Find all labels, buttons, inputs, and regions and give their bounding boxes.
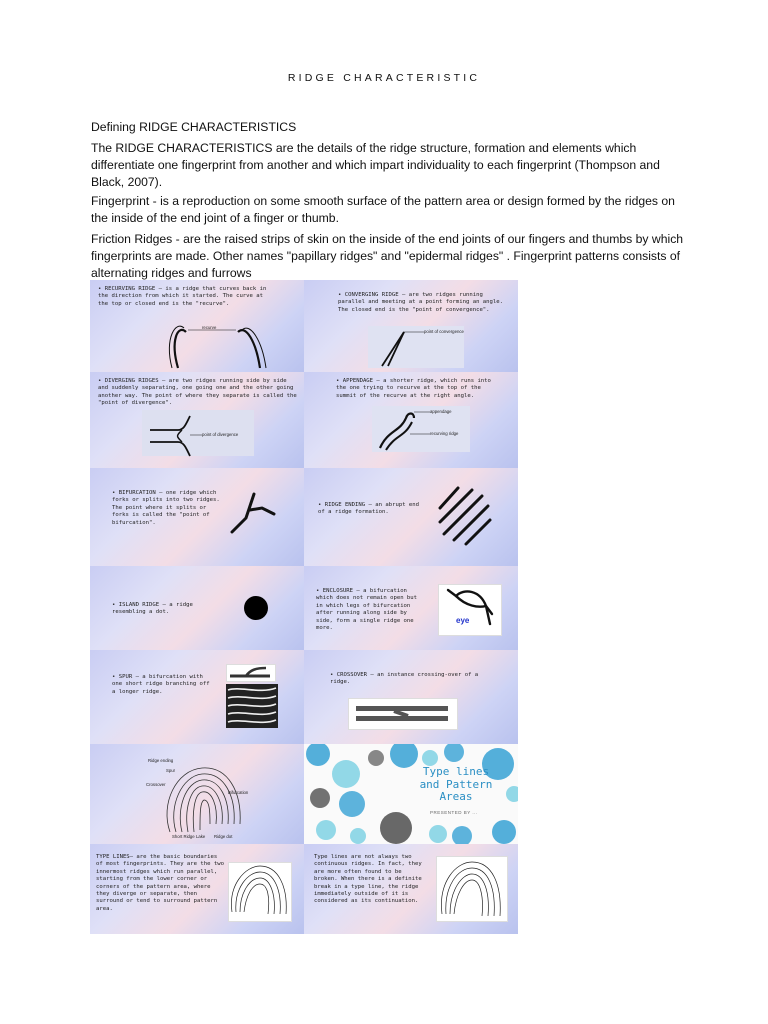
label-ridge-ending: Ridge ending [148, 758, 174, 763]
slide-recurving-ridge [90, 280, 304, 372]
bifurcation-illustration [90, 468, 304, 566]
slide-island-ridge [90, 566, 304, 650]
slide-text: • CROSSOVER – an instance crossing-over of a ridge. [330, 672, 479, 686]
appendage-illustration [304, 372, 518, 468]
slide-text: • SPUR – a bifurcation with one short ridge branching off a longer ridge. [112, 674, 210, 695]
slide-text: • CONVERGING RIDGE – are two ridges running parallel and meeting at a point forming an angle. The closed end is the "point of convergence". [338, 292, 504, 313]
paragraph-definition: The RIDGE CHARACTERISTICS are the details of the ridge structure, formation and elements which differentiate one fingerprint from another and which impart individuality to each fingerprint (Thompson and Black, 2007). [91, 141, 660, 189]
slide-text: • DIVERGING RIDGES – are two ridges running side by side and suddenly separating, one going one and the other going another way. The point of where they separate is called the "point of divergence". [98, 378, 297, 407]
recurve-illustration [90, 280, 304, 372]
slide-text: • APPENDAGE – a shorter ridge, which runs into the one trying to recurve at the top of the summit of the recurve at the right angle. [336, 378, 491, 399]
converging-illustration [304, 280, 518, 372]
type-lines-illustration-2 [304, 844, 518, 934]
slide-appendage [304, 372, 518, 468]
slide-text: TYPE LINES– are the basic boundaries of most fingerprints. They are the two innermost ridges which run parallel, starting from the lower corner or corners of the pattern area, where they diverge or separate, then surround or tend to surround pattern area. [96, 854, 224, 912]
slide-text: • RIDGE ENDING – an abrupt end of a ridge formation. [318, 502, 420, 516]
slide-crossover [304, 650, 518, 744]
paragraph-fingerprint: Fingerprint - is a reproduction on some smooth surface of the pattern area or design formed by the ridges on the inside of the end joint of a finger or thumb. [91, 194, 675, 225]
type-lines-caption: PRESENTED BY ... [430, 810, 478, 815]
slide-diverging-ridges [90, 372, 304, 468]
slide-type-lines-1 [90, 844, 304, 934]
slides-grid [90, 280, 518, 934]
slide-converging-ridge [304, 280, 518, 372]
label-short-ridge: Short Ridge [172, 834, 195, 839]
crossover-illustration [304, 650, 518, 744]
slide-ridge-ending [304, 468, 518, 566]
slide-ridge-diagram [90, 744, 304, 844]
slide-text: Type lines are not always two continuous ridges. In fact, they are more often found to be broken. When there is a definite break in a type line, the ridge immediately outside of it is considered as its continuation. [314, 854, 422, 905]
slide-type-lines-title [304, 744, 518, 844]
eye-label: eye [456, 616, 470, 625]
slide-enclosure [304, 566, 518, 650]
recurving-ridge-label: recurving ridge [430, 431, 459, 436]
slide-spur [90, 650, 304, 744]
island-dot-illustration [90, 566, 304, 650]
paragraph-friction-ridges: Friction Ridges - are the raised strips of skin on the inside of the end joints of our fingers and thumbs by which fingerprints are made. Other names "papillary ridges" and "epidermal ridges" . Fingerprint patterns consists of alternating ridges and furrows [91, 232, 684, 280]
label-crossover: Crossover [146, 782, 166, 787]
spur-fingerprint-lines [90, 650, 304, 744]
label-bifurcation: Bifurcation [228, 790, 249, 795]
label-spur: Spur [166, 768, 176, 773]
fingerprint-diagram [90, 744, 304, 844]
label-lake: Lake [196, 834, 206, 839]
slide-text: • ISLAND RIDGE – a ridge resembling a dot. [112, 602, 193, 616]
appendage-label: appendage [430, 409, 452, 414]
page-title: RIDGE CHARACTERISTIC [287, 72, 481, 84]
ridge-ending-illustration [304, 468, 518, 566]
type-lines-illustration-1 [90, 844, 304, 934]
recurve-label: recurve [202, 325, 217, 330]
section-heading: Defining RIDGE CHARACTERISTICS [91, 120, 297, 134]
slide-bifurcation [90, 468, 304, 566]
type-lines-title: Type lines and Pattern Areas [419, 765, 493, 803]
label-ridge-dot: Ridge dot [214, 834, 233, 839]
slide-type-lines-2 [304, 844, 518, 934]
slide-text: • BIFURCATION – one ridge which forks or splits into two ridges. The point where it splits or forks is called the "point of bifurcation". [112, 490, 220, 526]
divergence-label: point of divergence [202, 432, 239, 437]
enclosure-illustration [304, 566, 518, 650]
diverging-illustration [90, 372, 304, 468]
convergence-label: point of convergence [424, 329, 464, 334]
slide-text: • ENCLOSURE – a bifurcation which does not remain open but in which legs of bifurcation after running along side by side, form a single ridge one more. [316, 588, 418, 632]
slide-text: • RECURVING RIDGE – is a ridge that curves back in the direction from which it started. The curve at the top or closed end is the "recurve". [98, 286, 267, 307]
